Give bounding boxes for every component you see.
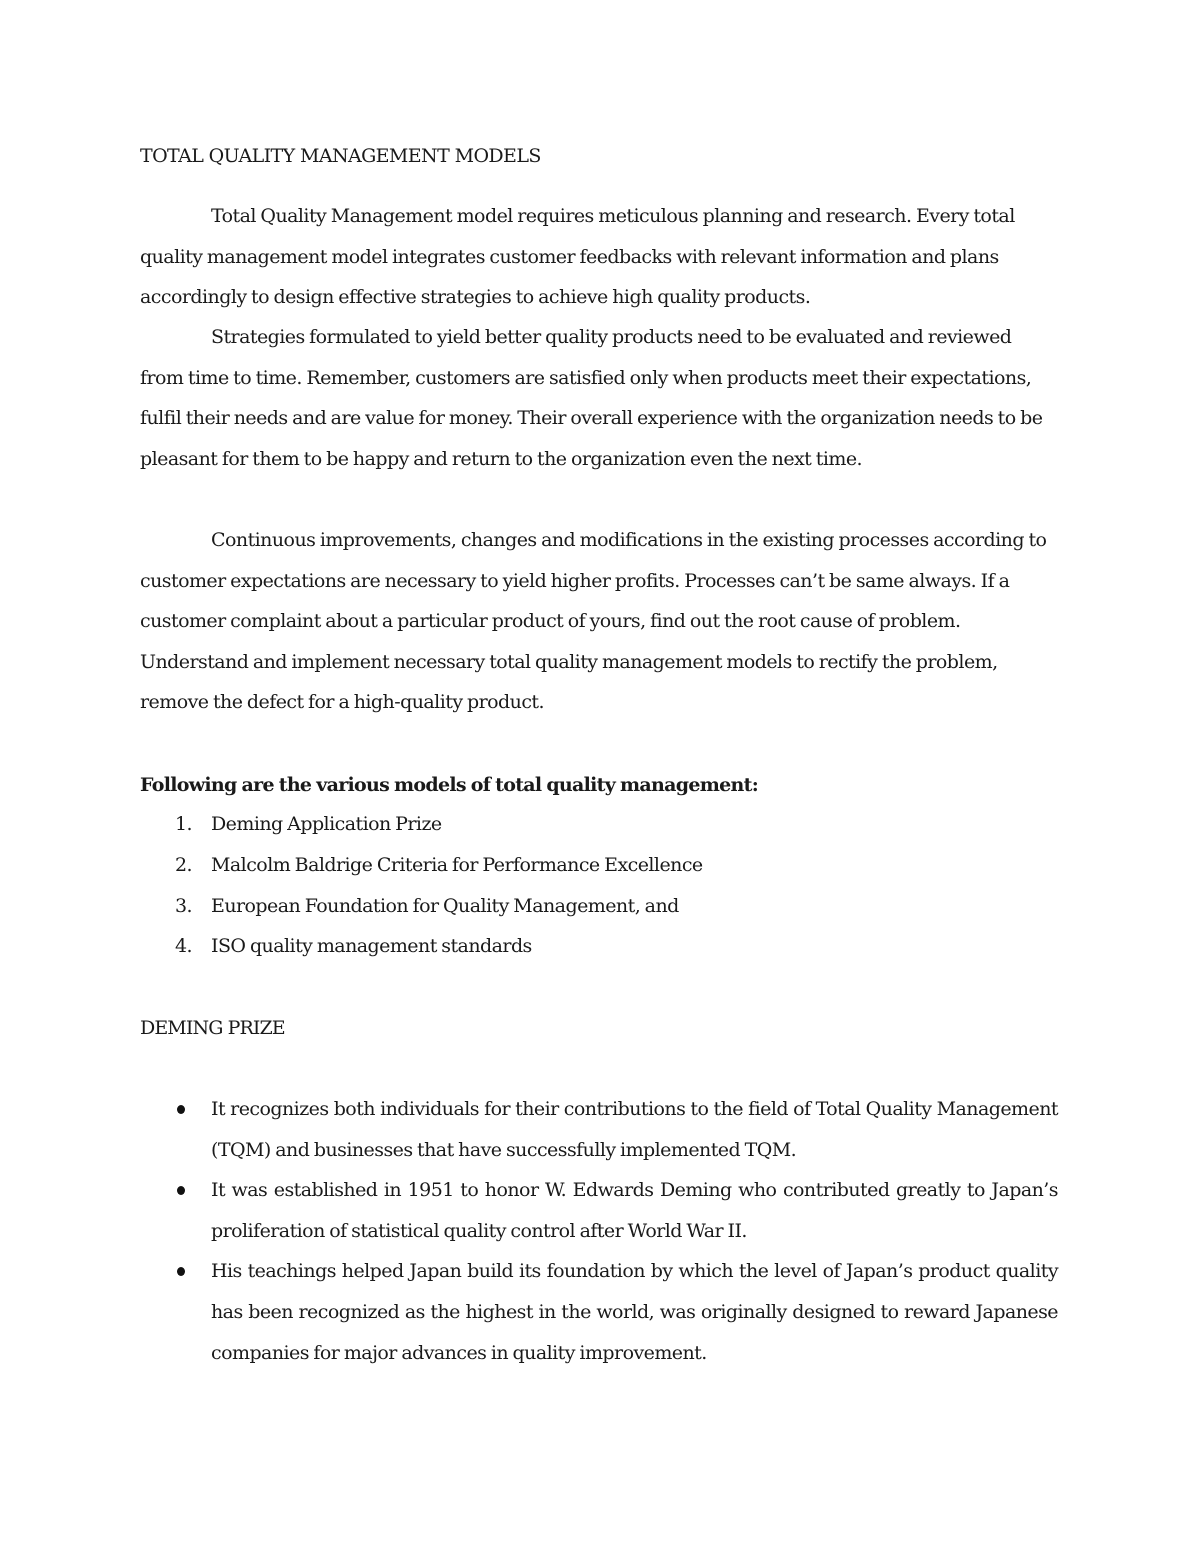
deming-bullet-list <box>140 1089 1058 1373</box>
list-number: 1. <box>175 813 193 835</box>
list-item <box>140 1089 1058 1170</box>
paragraph-intro <box>140 196 1058 318</box>
list-item-text: It was established in 1951 to honor W. Edwards Deming who contributed greatly to Japan’s proliferation of statistical quality control after World War II. <box>211 1179 1058 1242</box>
deming-prize-heading: DEMING PRIZE <box>140 1017 285 1039</box>
bullet-dot-icon <box>177 1267 185 1276</box>
bullet-dot-icon <box>177 1186 185 1195</box>
paragraph-improvements <box>140 520 1058 723</box>
list-item-text: His teachings helped Japan build its foundation by which the level of Japan’s product quality has been recognized as the highest in the world, was originally designed to reward Japanese companies for major advances in quality improvement. <box>211 1260 1058 1364</box>
list-item-text: Deming Application Prize <box>211 813 442 835</box>
paragraph-strategies <box>140 317 1058 479</box>
list-item <box>140 1170 1058 1251</box>
models-heading: Following are the various models of total quality management: <box>140 774 759 796</box>
list-number: 4. <box>175 935 193 958</box>
list-number: 3. <box>175 894 193 917</box>
list-item <box>140 1251 1058 1373</box>
list-item-text: European Foundation for Quality Management, and <box>211 894 679 917</box>
document-title: TOTAL QUALITY MANAGEMENT MODELS <box>140 145 541 167</box>
paragraph-text: Strategies formulated to yield better quality products need to be evaluated and reviewed from time to time. Remember, customers are satisfied only when products meet their expectations, fulfil their needs and are value for money. Their overall experience with the organization needs to be pleasant for them to be happy and return to the organization even the next time. <box>140 326 1043 470</box>
list-item-text: It recognizes both individuals for their contributions to the field of Total Quality Management (TQM) and businesses that have successfully implemented TQM. <box>211 1098 1058 1161</box>
list-item-text: Malcolm Baldrige Criteria for Performance Excellence <box>211 853 703 876</box>
paragraph-text: Continuous improvements, changes and modifications in the existing processes according to customer expectations are necessary to yield higher profits. Processes can’t be same always. If a customer complaint about a particular product of yours, find out the root cause of problem. Understand and implement necessary total quality management models to rectify the problem, remove the defect for a high-quality product. <box>140 529 1047 714</box>
paragraph-text: Total Quality Management model requires meticulous planning and research. Every total quality management model integrates customer feedbacks with relevant information and plans accordingly to design effective strategies to achieve high quality products. <box>140 205 1015 309</box>
list-number: 2. <box>175 853 193 876</box>
list-item-text: ISO quality management standards <box>211 935 532 958</box>
bullet-dot-icon <box>177 1105 185 1114</box>
